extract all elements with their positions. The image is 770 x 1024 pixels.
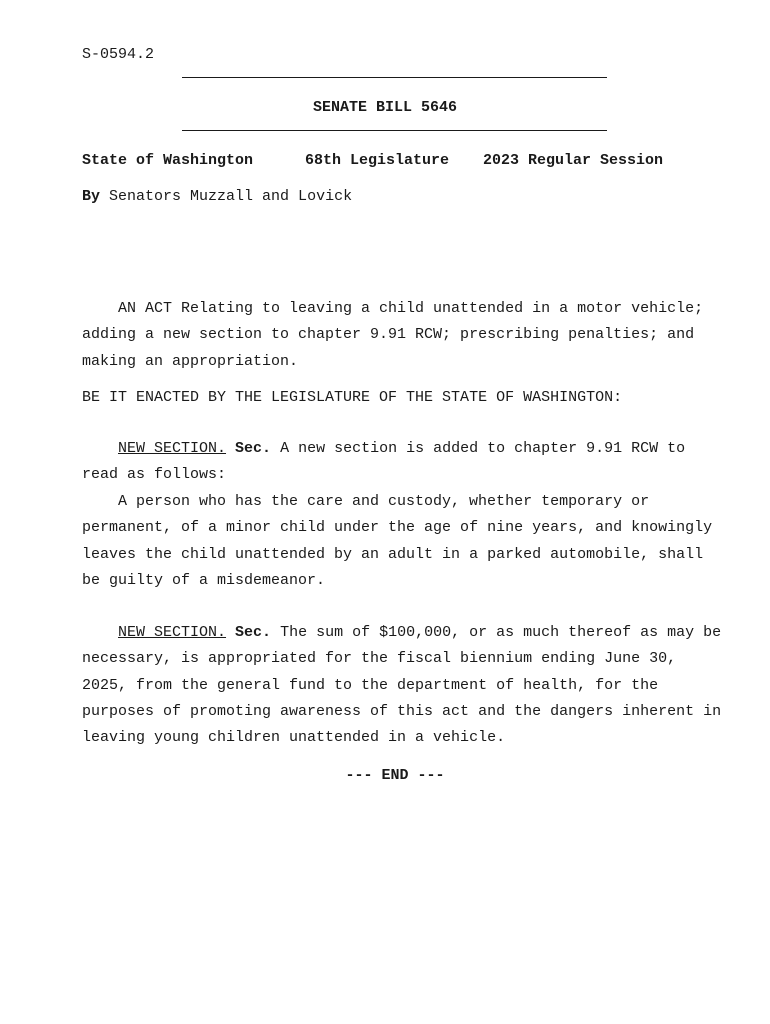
document-code: S-0594.2 — [82, 46, 155, 63]
section-2-sec-label: Sec. — [235, 624, 272, 641]
legislature-label: 68th Legislature — [305, 152, 450, 169]
section-2 — [82, 620, 722, 751]
section-1-body: A person who has the care and custody, whether temporary or permanent, of a minor child under the age of nine years, and knowingly leaves the child unattended by an adult in a parked automobile, shall be guilty of a misdemeanor. — [82, 493, 713, 589]
section-1-sec-label: Sec. — [235, 440, 272, 457]
enacting-clause: BE IT ENACTED BY THE LEGISLATURE OF THE STATE OF WASHINGTON: — [82, 389, 623, 406]
section-1-text: A new section is added to chapter 9.91 RCW to read as follows: — [82, 440, 686, 484]
bill-title: SENATE BILL 5646 — [312, 99, 458, 116]
section-2-text: The sum of $100,000, or as much thereof as may be necessary, is appropriated for the fiscal biennium ending June 30, 2025, from the general fund to the department of health, for the purposes of promoting awareness of this act and the dangers inherent in leaving young children unattended in a vehicle. — [82, 624, 722, 747]
session-label: 2023 Regular Session — [483, 152, 664, 169]
state-label: State of Washington — [82, 152, 254, 169]
sponsor-line — [82, 188, 352, 205]
section-2-heading: NEW SECTION. — [118, 624, 227, 641]
act-title-paragraph: AN ACT Relating to leaving a child unattended in a motor vehicle; adding a new section to chapter 9.91 RCW; prescribing penalties; and making an appropriation. — [82, 300, 704, 370]
section-1 — [82, 436, 722, 489]
title-rule-bottom — [182, 130, 607, 131]
by-label: By — [82, 188, 101, 205]
sponsors: Senators Muzzall and Lovick — [109, 188, 353, 205]
title-rule-top — [182, 77, 607, 78]
section-1-heading: NEW SECTION. — [118, 440, 227, 457]
end-marker: --- END --- — [345, 767, 445, 784]
